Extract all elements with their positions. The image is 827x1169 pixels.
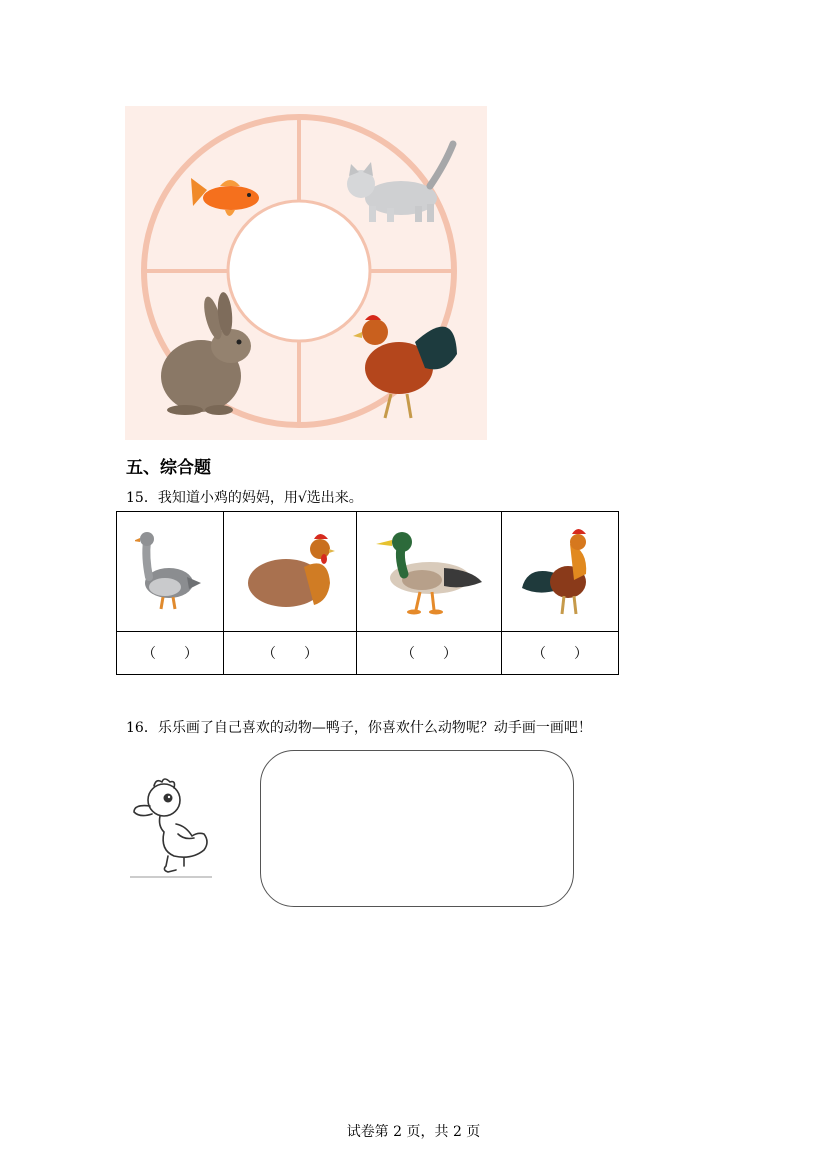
answer-duck[interactable]: （ ） [357, 632, 502, 675]
duck-icon [374, 526, 484, 618]
section-title: 五、综合题 [126, 458, 211, 478]
option-duck-cell [357, 512, 502, 632]
page-footer: 试卷第 2 页，共 2 页 [346, 1124, 481, 1140]
animal-wheel [125, 106, 487, 440]
goose-icon [135, 527, 205, 617]
answer-goose[interactable]: （ ） [117, 632, 224, 675]
question-15-text: 15．我知道小鸡的妈妈，用√选出来。 [126, 490, 363, 506]
option-rooster-cell [502, 512, 619, 632]
option-goose-cell [117, 512, 224, 632]
answer-rooster[interactable]: （ ） [502, 632, 619, 675]
option-hen-cell [224, 512, 357, 632]
answer-table [116, 511, 619, 675]
duck-drawing-icon [128, 776, 214, 880]
answer-hen[interactable]: （ ） [224, 632, 357, 675]
question-16-text: 16．乐乐画了自己喜欢的动物—鸭子，你喜欢什么动物呢？动手画一画吧！ [126, 720, 592, 736]
hen-icon [244, 527, 336, 617]
drawing-area[interactable] [260, 750, 574, 907]
rooster-icon [518, 524, 602, 620]
